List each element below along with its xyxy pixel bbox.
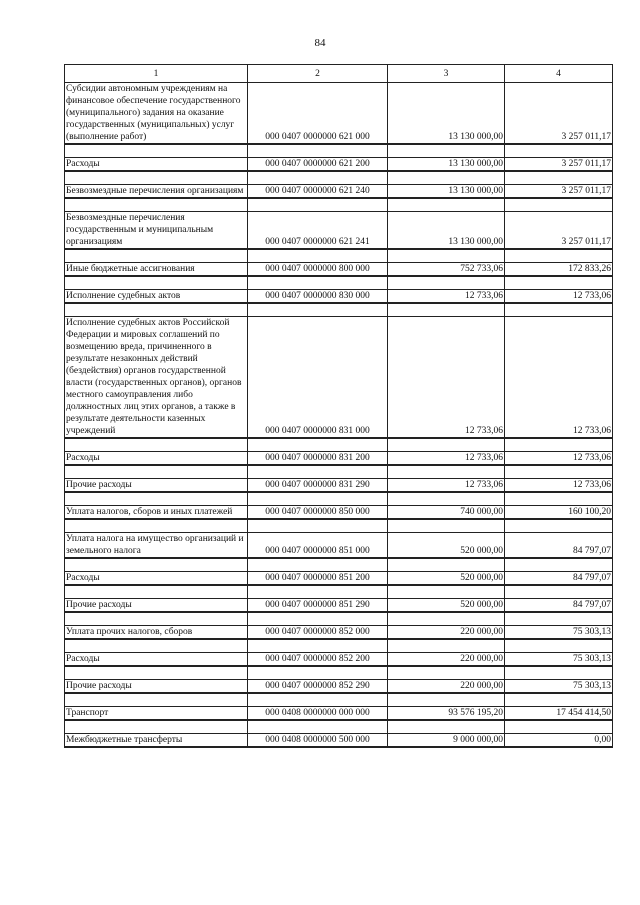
row-name-cell: Транспорт — [65, 707, 248, 721]
row-code-cell: 000 0407 0000000 852 290 — [248, 680, 388, 694]
spacer-cell — [388, 585, 505, 599]
row-spacer — [65, 249, 613, 263]
row-fact-cell: 75 303,13 — [505, 626, 613, 640]
spacer-cell — [505, 144, 613, 158]
spacer-cell — [505, 438, 613, 452]
row-fact-cell: 12 733,06 — [505, 290, 613, 304]
column-header-1: 1 — [65, 65, 248, 83]
row-code-cell: 000 0407 0000000 800 000 — [248, 263, 388, 277]
table-row — [65, 290, 613, 304]
spacer-cell — [65, 171, 248, 185]
spacer-cell — [388, 519, 505, 533]
row-name-cell: Расходы — [65, 653, 248, 667]
table-row — [65, 212, 613, 250]
table-row — [65, 158, 613, 172]
row-name-cell: Расходы — [65, 158, 248, 172]
row-code-cell: 000 0407 0000000 852 000 — [248, 626, 388, 640]
row-plan-cell: 12 733,06 — [388, 452, 505, 466]
budget-table — [64, 64, 613, 748]
row-spacer — [65, 438, 613, 452]
row-fact-cell: 172 833,26 — [505, 263, 613, 277]
spacer-cell — [65, 303, 248, 317]
spacer-cell — [505, 585, 613, 599]
row-name-cell: Безвозмездные перечисления организациям — [65, 185, 248, 199]
spacer-cell — [248, 558, 388, 572]
row-spacer — [65, 612, 613, 626]
spacer-cell — [65, 639, 248, 653]
table-row — [65, 263, 613, 277]
row-fact-cell: 84 797,07 — [505, 599, 613, 613]
spacer-cell — [388, 666, 505, 680]
spacer-cell — [505, 519, 613, 533]
row-plan-cell: 12 733,06 — [388, 317, 505, 439]
row-name-cell: Безвозмездные перечисления государственным и муниципальным организациям — [65, 212, 248, 250]
spacer-cell — [505, 276, 613, 290]
spacer-cell — [65, 585, 248, 599]
spacer-cell — [248, 693, 388, 707]
row-name-cell: Исполнение судебных актов Российской Федерации и мировых соглашений по возмещению вреда, причиненного в результате незаконных действий (бездействия) органов государственной власти (государственных органов), органов местного самоуправления либо должностных лиц этих органов, а также в результате деятельности казенных учреждений — [65, 317, 248, 439]
row-name-cell: Уплата прочих налогов, сборов — [65, 626, 248, 640]
table-row — [65, 734, 613, 748]
spacer-cell — [65, 693, 248, 707]
row-name-cell: Субсидии автономным учреждениям на финансовое обеспечение государственного (муниципального) задания на оказание государственных (муниципальных) услуг (выполнение работ) — [65, 83, 248, 145]
row-fact-cell: 3 257 011,17 — [505, 158, 613, 172]
spacer-cell — [505, 492, 613, 506]
spacer-cell — [65, 198, 248, 212]
spacer-cell — [65, 666, 248, 680]
row-name-cell: Межбюджетные трансферты — [65, 734, 248, 748]
spacer-cell — [65, 249, 248, 263]
table-row — [65, 506, 613, 520]
spacer-cell — [248, 303, 388, 317]
table-row — [65, 185, 613, 199]
row-code-cell: 000 0407 0000000 852 200 — [248, 653, 388, 667]
row-code-cell: 000 0407 0000000 831 000 — [248, 317, 388, 439]
row-fact-cell: 3 257 011,17 — [505, 83, 613, 145]
spacer-cell — [248, 639, 388, 653]
row-code-cell: 000 0407 0000000 621 200 — [248, 158, 388, 172]
row-fact-cell: 84 797,07 — [505, 533, 613, 559]
row-name-cell: Расходы — [65, 572, 248, 586]
spacer-cell — [248, 465, 388, 479]
spacer-cell — [388, 720, 505, 734]
spacer-cell — [388, 492, 505, 506]
row-code-cell: 000 0407 0000000 851 200 — [248, 572, 388, 586]
row-fact-cell: 75 303,13 — [505, 653, 613, 667]
row-spacer — [65, 171, 613, 185]
row-plan-cell: 520 000,00 — [388, 572, 505, 586]
spacer-cell — [505, 639, 613, 653]
row-spacer — [65, 519, 613, 533]
table-row — [65, 572, 613, 586]
row-plan-cell: 740 000,00 — [388, 506, 505, 520]
spacer-cell — [388, 144, 505, 158]
row-fact-cell: 160 100,20 — [505, 506, 613, 520]
row-code-cell: 000 0408 0000000 000 000 — [248, 707, 388, 721]
row-fact-cell: 75 303,13 — [505, 680, 613, 694]
row-fact-cell: 0,00 — [505, 734, 613, 748]
row-name-cell: Прочие расходы — [65, 680, 248, 694]
column-header-3: 3 — [388, 65, 505, 83]
row-fact-cell: 84 797,07 — [505, 572, 613, 586]
row-code-cell: 000 0407 0000000 621 000 — [248, 83, 388, 145]
row-spacer — [65, 639, 613, 653]
row-plan-cell: 752 733,06 — [388, 263, 505, 277]
table-row — [65, 479, 613, 493]
column-header-2: 2 — [248, 65, 388, 83]
spacer-cell — [388, 171, 505, 185]
row-plan-cell: 520 000,00 — [388, 533, 505, 559]
spacer-cell — [505, 198, 613, 212]
row-code-cell: 000 0407 0000000 850 000 — [248, 506, 388, 520]
spacer-cell — [248, 276, 388, 290]
spacer-cell — [248, 720, 388, 734]
row-code-cell: 000 0407 0000000 621 241 — [248, 212, 388, 250]
row-spacer — [65, 693, 613, 707]
row-plan-cell: 12 733,06 — [388, 290, 505, 304]
row-spacer — [65, 465, 613, 479]
row-name-cell: Расходы — [65, 452, 248, 466]
row-spacer — [65, 585, 613, 599]
row-plan-cell: 12 733,06 — [388, 479, 505, 493]
row-spacer — [65, 276, 613, 290]
row-plan-cell: 9 000 000,00 — [388, 734, 505, 748]
row-code-cell: 000 0407 0000000 831 200 — [248, 452, 388, 466]
spacer-cell — [388, 249, 505, 263]
row-fact-cell: 12 733,06 — [505, 479, 613, 493]
spacer-cell — [248, 171, 388, 185]
table-row — [65, 707, 613, 721]
row-spacer — [65, 720, 613, 734]
row-plan-cell: 93 576 195,20 — [388, 707, 505, 721]
spacer-cell — [505, 720, 613, 734]
row-code-cell: 000 0407 0000000 830 000 — [248, 290, 388, 304]
spacer-cell — [248, 438, 388, 452]
row-code-cell: 000 0407 0000000 851 290 — [248, 599, 388, 613]
row-code-cell: 000 0407 0000000 831 290 — [248, 479, 388, 493]
row-code-cell: 000 0407 0000000 621 240 — [248, 185, 388, 199]
table-body — [65, 83, 613, 748]
spacer-cell — [65, 720, 248, 734]
row-fact-cell: 12 733,06 — [505, 317, 613, 439]
row-plan-cell: 13 130 000,00 — [388, 212, 505, 250]
spacer-cell — [505, 558, 613, 572]
spacer-cell — [388, 303, 505, 317]
spacer-cell — [388, 438, 505, 452]
spacer-cell — [65, 438, 248, 452]
row-code-cell: 000 0407 0000000 851 000 — [248, 533, 388, 559]
page-number: 84 — [314, 37, 326, 49]
spacer-cell — [65, 558, 248, 572]
table-row — [65, 599, 613, 613]
row-plan-cell: 220 000,00 — [388, 680, 505, 694]
spacer-cell — [248, 666, 388, 680]
table-row — [65, 653, 613, 667]
row-name-cell: Уплата налогов, сборов и иных платежей — [65, 506, 248, 520]
row-plan-cell: 13 130 000,00 — [388, 158, 505, 172]
row-fact-cell: 3 257 011,17 — [505, 185, 613, 199]
row-spacer — [65, 492, 613, 506]
row-spacer — [65, 303, 613, 317]
spacer-cell — [388, 276, 505, 290]
spacer-cell — [388, 198, 505, 212]
row-name-cell: Прочие расходы — [65, 479, 248, 493]
row-spacer — [65, 144, 613, 158]
spacer-cell — [248, 519, 388, 533]
table-row — [65, 83, 613, 145]
table-row — [65, 626, 613, 640]
row-fact-cell: 17 454 414,50 — [505, 707, 613, 721]
spacer-cell — [65, 612, 248, 626]
row-spacer — [65, 558, 613, 572]
table-row — [65, 317, 613, 439]
spacer-cell — [505, 249, 613, 263]
row-fact-cell: 3 257 011,17 — [505, 212, 613, 250]
table-header-row — [65, 65, 613, 83]
table-row — [65, 680, 613, 694]
spacer-cell — [505, 612, 613, 626]
spacer-cell — [505, 693, 613, 707]
spacer-cell — [65, 465, 248, 479]
spacer-cell — [505, 303, 613, 317]
row-name-cell: Уплата налога на имущество организаций и земельного налога — [65, 533, 248, 559]
row-name-cell: Иные бюджетные ассигнования — [65, 263, 248, 277]
spacer-cell — [388, 693, 505, 707]
spacer-cell — [505, 171, 613, 185]
row-code-cell: 000 0408 0000000 500 000 — [248, 734, 388, 748]
spacer-cell — [505, 465, 613, 479]
table-row — [65, 452, 613, 466]
table-row — [65, 533, 613, 559]
spacer-cell — [388, 612, 505, 626]
spacer-cell — [388, 639, 505, 653]
row-name-cell: Исполнение судебных актов — [65, 290, 248, 304]
spacer-cell — [505, 666, 613, 680]
spacer-cell — [65, 276, 248, 290]
row-plan-cell: 220 000,00 — [388, 626, 505, 640]
spacer-cell — [248, 585, 388, 599]
column-header-4: 4 — [505, 65, 613, 83]
spacer-cell — [248, 492, 388, 506]
row-spacer — [65, 666, 613, 680]
spacer-cell — [65, 144, 248, 158]
spacer-cell — [388, 465, 505, 479]
row-plan-cell: 220 000,00 — [388, 653, 505, 667]
spacer-cell — [248, 249, 388, 263]
spacer-cell — [388, 558, 505, 572]
spacer-cell — [65, 492, 248, 506]
row-name-cell: Прочие расходы — [65, 599, 248, 613]
spacer-cell — [248, 198, 388, 212]
row-fact-cell: 12 733,06 — [505, 452, 613, 466]
row-spacer — [65, 198, 613, 212]
spacer-cell — [248, 144, 388, 158]
row-plan-cell: 520 000,00 — [388, 599, 505, 613]
row-plan-cell: 13 130 000,00 — [388, 185, 505, 199]
spacer-cell — [248, 612, 388, 626]
row-plan-cell: 13 130 000,00 — [388, 83, 505, 145]
spacer-cell — [65, 519, 248, 533]
